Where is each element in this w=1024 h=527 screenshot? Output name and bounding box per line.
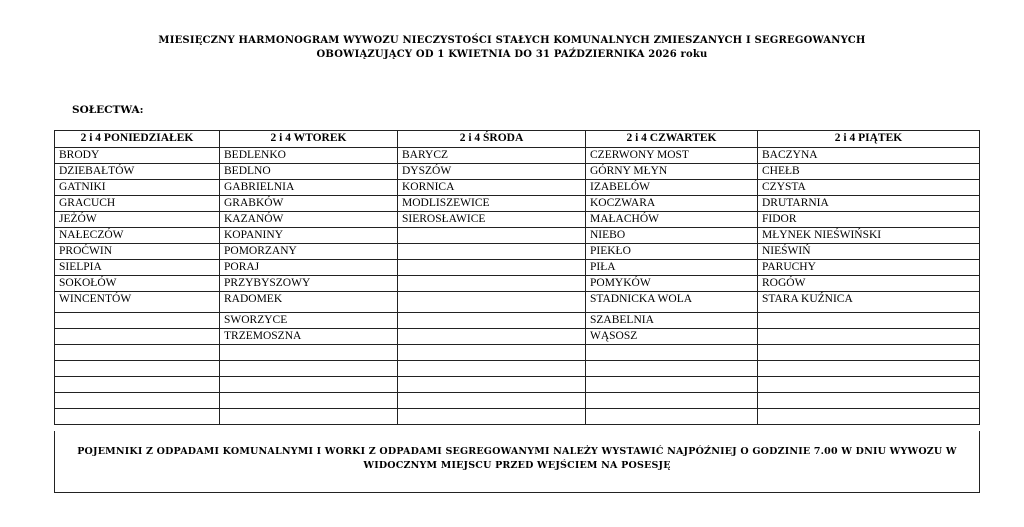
cell-thursday: NIEBO bbox=[586, 228, 758, 244]
cell-monday: SIELPIA bbox=[55, 260, 220, 276]
cell-wednesday bbox=[398, 409, 586, 425]
table-row bbox=[55, 361, 980, 377]
cell-tuesday bbox=[220, 377, 398, 393]
cell-monday bbox=[55, 313, 220, 329]
title-line-2: OBOWIĄZUJĄCY OD 1 KWIETNIA DO 31 PAŹDZIERNIKA 2026 roku bbox=[316, 49, 708, 60]
cell-wednesday: BARYCZ bbox=[398, 148, 586, 164]
table-row bbox=[55, 409, 980, 425]
cell-monday: JEŻÓW bbox=[55, 212, 220, 228]
schedule-table bbox=[54, 130, 980, 425]
cell-tuesday: POMORZANY bbox=[220, 244, 398, 260]
cell-wednesday: MODLISZEWICE bbox=[398, 196, 586, 212]
cell-thursday: SZABELNIA bbox=[586, 313, 758, 329]
cell-wednesday bbox=[398, 377, 586, 393]
cell-wednesday bbox=[398, 228, 586, 244]
cell-friday bbox=[758, 393, 980, 409]
cell-wednesday bbox=[398, 345, 586, 361]
cell-tuesday bbox=[220, 409, 398, 425]
cell-tuesday: RADOMEK bbox=[220, 292, 398, 313]
cell-friday bbox=[758, 409, 980, 425]
cell-thursday bbox=[586, 393, 758, 409]
cell-thursday: PIŁA bbox=[586, 260, 758, 276]
footer-notice bbox=[54, 431, 980, 493]
cell-wednesday bbox=[398, 329, 586, 345]
cell-thursday bbox=[586, 345, 758, 361]
cell-thursday: CZERWONY MOST bbox=[586, 148, 758, 164]
footer-line-1: POJEMNIKI Z ODPADAMI KOMUNALNYMI I WORKI Z ODPADAMI SEGREGOWANYMI NALEŻY WYSTAWIĆ NAJPÓŹNIEJ O GODZINIE 7.00 W DNIU WYWOZU W bbox=[77, 446, 957, 457]
cell-wednesday: SIEROSŁAWICE bbox=[398, 212, 586, 228]
cell-tuesday: PRZYBYSZOWY bbox=[220, 276, 398, 292]
cell-monday: BRODY bbox=[55, 148, 220, 164]
footer-line-2: WIDOCZNYM MIEJSCU PRZED WEJŚCIEM NA POSESJĘ bbox=[363, 460, 671, 471]
column-header-tuesday: 2 i 4 WTOREK bbox=[220, 131, 398, 148]
table-row bbox=[55, 260, 980, 276]
cell-friday: CZYSTA bbox=[758, 180, 980, 196]
cell-friday bbox=[758, 329, 980, 345]
cell-monday: GATNIKI bbox=[55, 180, 220, 196]
cell-wednesday bbox=[398, 244, 586, 260]
table-row bbox=[55, 244, 980, 260]
table-row bbox=[55, 276, 980, 292]
cell-thursday: GÓRNY MŁYN bbox=[586, 164, 758, 180]
table-row bbox=[55, 228, 980, 244]
cell-friday: MŁYNEK NIEŚWIŃSKI bbox=[758, 228, 980, 244]
cell-monday bbox=[55, 377, 220, 393]
cell-tuesday: KOPANINY bbox=[220, 228, 398, 244]
cell-tuesday: PORAJ bbox=[220, 260, 398, 276]
cell-monday bbox=[55, 329, 220, 345]
cell-thursday bbox=[586, 409, 758, 425]
table-row bbox=[55, 148, 980, 164]
cell-wednesday bbox=[398, 361, 586, 377]
cell-thursday bbox=[586, 377, 758, 393]
cell-monday: WINCENTÓW bbox=[55, 292, 220, 313]
cell-monday: GRACUCH bbox=[55, 196, 220, 212]
cell-thursday: WĄSOSZ bbox=[586, 329, 758, 345]
table-row bbox=[55, 196, 980, 212]
cell-wednesday bbox=[398, 393, 586, 409]
cell-thursday: STADNICKA WOLA bbox=[586, 292, 758, 313]
cell-friday: BACZYNA bbox=[758, 148, 980, 164]
cell-tuesday: BEDLENKO bbox=[220, 148, 398, 164]
table-row bbox=[55, 180, 980, 196]
cell-friday: DRUTARNIA bbox=[758, 196, 980, 212]
cell-friday: PARUCHY bbox=[758, 260, 980, 276]
cell-monday: NAŁECZÓW bbox=[55, 228, 220, 244]
cell-tuesday bbox=[220, 345, 398, 361]
cell-wednesday bbox=[398, 292, 586, 313]
column-header-wednesday: 2 i 4 ŚRODA bbox=[398, 131, 586, 148]
cell-wednesday: DYSZÓW bbox=[398, 164, 586, 180]
cell-monday bbox=[55, 345, 220, 361]
cell-monday bbox=[55, 409, 220, 425]
cell-tuesday: TRZEMOSZNA bbox=[220, 329, 398, 345]
cell-monday bbox=[55, 393, 220, 409]
cell-monday: SOKOŁÓW bbox=[55, 276, 220, 292]
section-label: SOŁECTWA: bbox=[72, 104, 144, 116]
cell-thursday: KOCZWARA bbox=[586, 196, 758, 212]
cell-monday: DZIEBAŁTÓW bbox=[55, 164, 220, 180]
cell-thursday: IZABELÓW bbox=[586, 180, 758, 196]
cell-tuesday: BEDLNO bbox=[220, 164, 398, 180]
cell-friday bbox=[758, 313, 980, 329]
table-row bbox=[55, 393, 980, 409]
cell-friday: ROGÓW bbox=[758, 276, 980, 292]
document-title bbox=[0, 34, 1024, 62]
column-header-friday: 2 i 4 PIĄTEK bbox=[758, 131, 980, 148]
cell-monday: PROĆWIN bbox=[55, 244, 220, 260]
cell-tuesday: KAZANÓW bbox=[220, 212, 398, 228]
cell-thursday: PIEKŁO bbox=[586, 244, 758, 260]
cell-thursday bbox=[586, 361, 758, 377]
table-row bbox=[55, 212, 980, 228]
cell-tuesday bbox=[220, 393, 398, 409]
table-row bbox=[55, 313, 980, 329]
cell-friday bbox=[758, 361, 980, 377]
cell-monday bbox=[55, 361, 220, 377]
table-row bbox=[55, 345, 980, 361]
cell-wednesday bbox=[398, 313, 586, 329]
cell-friday bbox=[758, 377, 980, 393]
cell-wednesday bbox=[398, 260, 586, 276]
cell-friday: FIDOR bbox=[758, 212, 980, 228]
table-row bbox=[55, 377, 980, 393]
cell-friday: NIEŚWIŃ bbox=[758, 244, 980, 260]
cell-thursday: MAŁACHÓW bbox=[586, 212, 758, 228]
cell-friday bbox=[758, 345, 980, 361]
cell-thursday: POMYKÓW bbox=[586, 276, 758, 292]
title-line-1: MIESIĘCZNY HARMONOGRAM WYWOZU NIECZYSTOŚCI STAŁYCH KOMUNALNYCH ZMIESZANYCH I SEGREGOWANYCH bbox=[158, 35, 866, 46]
table-row bbox=[55, 164, 980, 180]
table-row bbox=[55, 292, 980, 313]
cell-tuesday: GABRIELNIA bbox=[220, 180, 398, 196]
column-header-thursday: 2 i 4 CZWARTEK bbox=[586, 131, 758, 148]
cell-tuesday bbox=[220, 361, 398, 377]
cell-friday: STARA KUŹNICA bbox=[758, 292, 980, 313]
cell-friday: CHEŁB bbox=[758, 164, 980, 180]
header-row bbox=[55, 131, 980, 148]
cell-wednesday: KORNICA bbox=[398, 180, 586, 196]
column-header-monday: 2 i 4 PONIEDZIAŁEK bbox=[55, 131, 220, 148]
cell-tuesday: SWORZYCE bbox=[220, 313, 398, 329]
table-row bbox=[55, 329, 980, 345]
cell-wednesday bbox=[398, 276, 586, 292]
cell-tuesday: GRABKÓW bbox=[220, 196, 398, 212]
